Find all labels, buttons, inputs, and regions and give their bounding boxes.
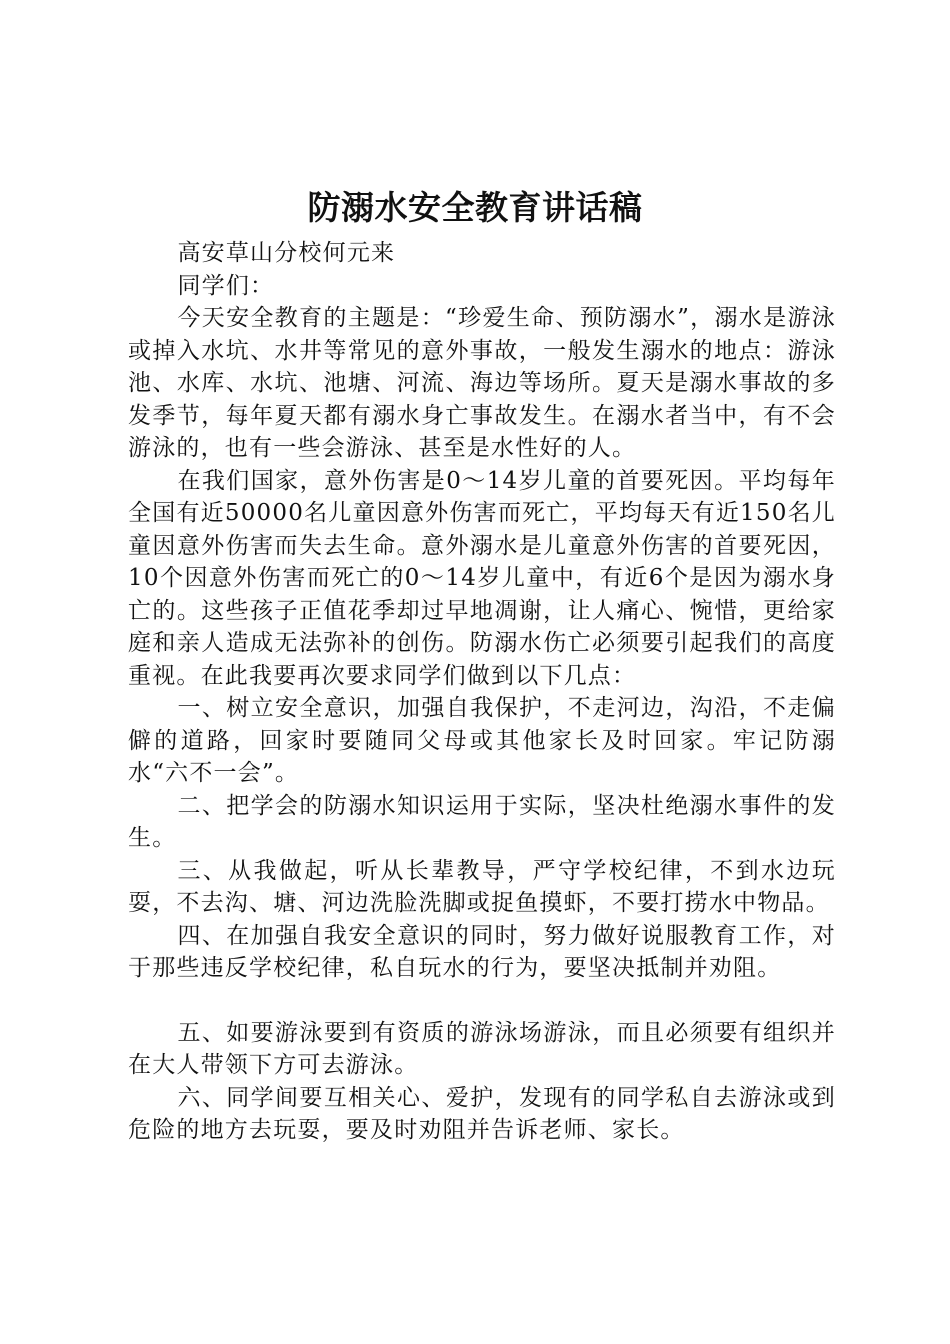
paragraph: 今天安全教育的主题是：“珍爱生命、预防溺水”，溺水是游泳或掉入水坑、水井等常见的意外事故，一般发生溺水的地点：游泳池、水库、水坑、池塘、河流、海边等场所。夏天是溺水事故的多发季节，每年夏天都有溺水身亡事故发生。在溺水者当中，有不会游泳的，也有一些会游泳、甚至是水性好的人。	[128, 305, 836, 461]
list-item: 六、同学间要互相关心、爱护，发现有的同学私自去游泳或到危险的地方去玩耍，要及时劝阻并告诉老师、家长。	[128, 1084, 836, 1143]
list-item: 二、把学会的防溺水知识运用于实际，坚决杜绝溺水事件的发生。	[128, 792, 836, 851]
list-item: 五、如要游泳要到有资质的游泳场游泳，而且必须要有组织并在大人带领下方可去游泳。	[128, 1019, 836, 1078]
paragraph: 在我们国家，意外伤害是0～14岁儿童的首要死因。平均每年全国有近50000名儿童因意外伤害而死亡，平均每天有近150名儿童因意外伤害而失去生命。意外溺水是儿童意外伤害的首要死因，10个因意外伤害而死亡的0～14岁儿童中，有近6个是因为溺水身亡的。这些孩子正值花季却过早地凋谢，让人痛心、惋惜，更给家庭和亲人造成无法弥补的创伤。防溺水伤亡必须要引起我们的高度重视。在此我要再次要求同学们做到以下几点：	[128, 467, 836, 689]
list-item: 三、从我做起，听从长辈教导，严守学校纪律，不到水边玩耍，不去沟、塘、河边洗脸洗脚或捉鱼摸虾，不要打捞水中物品。	[128, 857, 836, 916]
list-item: 一、树立安全意识，加强自我保护，不走河边，沟沿，不走偏僻的道路，回家时要随同父母或其他家长及时回家。牢记防溺水“六不一会”。	[128, 695, 836, 786]
salutation: 同学们：	[177, 272, 275, 299]
document-body	[128, 237, 836, 1147]
document-title: 防溺水安全教育讲话稿	[307, 188, 643, 227]
list-item: 四、在加强自我安全意识的同时，努力做好说服教育工作，对于那些违反学校纪律，私自玩水的行为，要坚决抵制并劝阻。	[128, 922, 836, 981]
author-line: 高安草山分校何元来	[177, 240, 396, 266]
